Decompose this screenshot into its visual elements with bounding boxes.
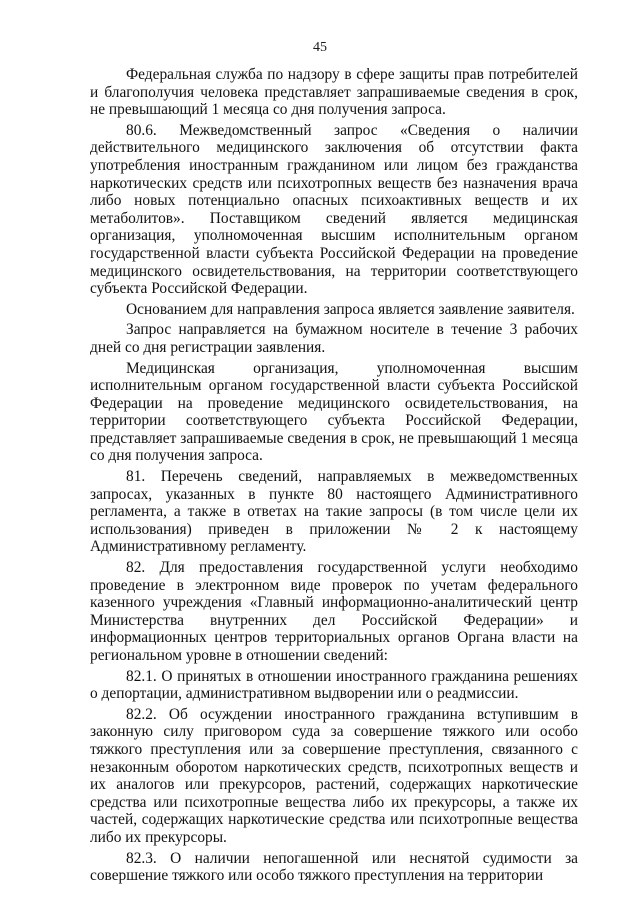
paragraph-82-2: 82.2. Об осуждении иностранного гражданина вступившим в законную силу приговором суда за совершение тяжкого или особо тяжкого преступления или за совершение преступления, связанного с незаконным оборотом наркотических средств, психотропных веществ и их аналогов или прекурсоров, растений, содержащих наркотические средства или психотропные вещества либо их прекурсоры, а также их частей, содержащих наркотические средства или психотропные вещества либо их прекурсоры. (90, 705, 578, 846)
paragraph-medical-org-response: Медицинская организация, уполномоченная высшим исполнительным органом государственной власти субъекта Российской Федерации на проведение медицинского освидетельствования, на территории соответствующего субъекта Российской Федерации, представляет запрашиваемые сведения в срок, не превышающий 1 месяца со дня получения запроса. (90, 359, 578, 465)
paragraph-rospotrebnadzor-response: Федеральная служба по надзору в сфере защиты прав потребителей и благополучия человека представляет запрашиваемые сведения в срок, не превышающий 1 месяца со дня получения запроса. (90, 66, 578, 119)
paragraph-82-1: 82.1. О принятых в отношении иностранного гражданина решениях о депортации, административном выдворении или о реадмиссии. (90, 667, 578, 703)
paragraph-80-6: 80.6. Межведомственный запрос «Сведения о наличии действительного медицинского заключения об отсутствии факта употребления иностранным гражданином или лицом без гражданства наркотических средств или психотропных веществ без назначения врача либо новых потенциально опасных психоактивных веществ и их метаболитов». Поставщиком сведений является медицинская организация, уполномоченная высшим исполнительным органом государственной власти субъекта Российской Федерации на проведение медицинского освидетельствования, на территории соответствующего субъекта Российской Федерации. (90, 121, 578, 298)
document-body (90, 66, 578, 885)
paragraph-request-delivery: Запрос направляется на бумажном носителе в течение 3 рабочих дней со дня регистрации заявления. (90, 321, 578, 356)
paragraph-82-3: 82.3. О наличии непогашенной или неснятой судимости за совершение тяжкого или особо тяжкого преступления на территории (90, 849, 578, 885)
paragraph-81: 81. Перечень сведений, направляемых в межведомственных запросах, указанных в пункте 80 настоящего Административного регламента, а также в ответах на такие запросы (в том числе цели их использования) приведен в приложении № 2 к настоящему Административному регламенту. (90, 468, 578, 556)
page-number: 45 (313, 40, 327, 55)
paragraph-request-basis: Основанием для направления запроса является заявление заявителя. (126, 300, 575, 318)
paragraph-82: 82. Для предоставления государственной услуги необходимо проведение в электронном виде проверок по учетам федерального казенного учреждения «Главный информационно-аналитический центр Министерства внутренних дел Российской Федерации» и информационных центров территориальных органов Органа власти на региональном уровне в отношении сведений: (90, 559, 578, 664)
